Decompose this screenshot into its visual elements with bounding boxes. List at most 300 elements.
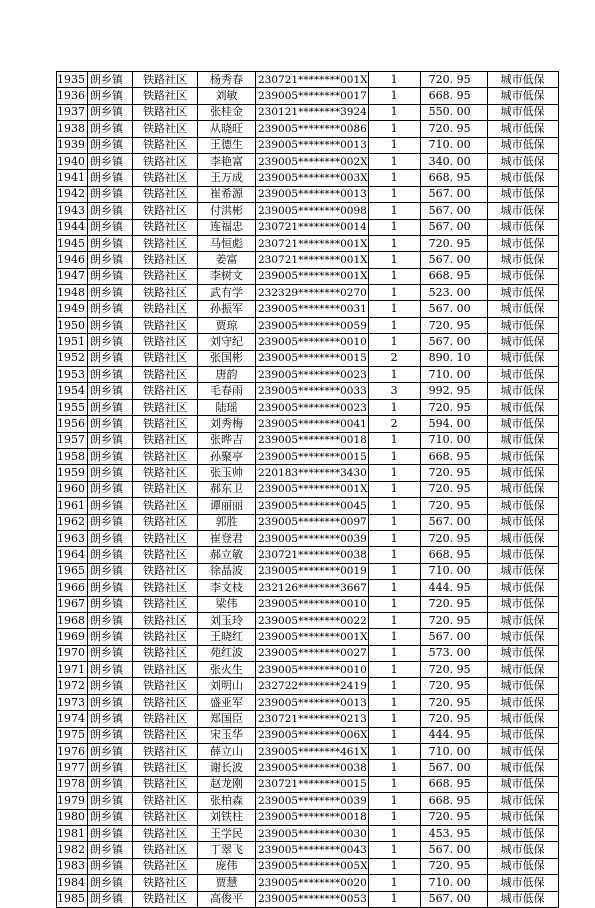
household-count-cell: 1 (368, 596, 420, 612)
serial-number-cell: 1960 (57, 481, 88, 497)
household-count-cell: 1 (368, 563, 420, 579)
table-row (57, 121, 559, 137)
amount-cell: 567. 00 (420, 514, 487, 530)
assistance-type-cell: 城市低保 (487, 629, 558, 645)
household-count-cell: 1 (368, 121, 420, 137)
town-cell: 朗乡镇 (88, 629, 133, 645)
table-row (57, 301, 559, 317)
assistance-type-cell: 城市低保 (487, 727, 558, 743)
town-cell: 朗乡镇 (88, 186, 133, 202)
amount-cell: 710. 00 (420, 563, 487, 579)
recipient-name-cell: 刘玉玲 (198, 612, 256, 628)
assistance-type-cell: 城市低保 (487, 268, 558, 284)
serial-number-cell: 1963 (57, 530, 88, 546)
community-cell: 铁路社区 (133, 580, 198, 596)
recipient-name-cell: 高俊平 (198, 891, 256, 907)
recipient-name-cell: 从晓旺 (198, 121, 256, 137)
recipient-name-cell: 张晔吉 (198, 432, 256, 448)
serial-number-cell: 1935 (57, 72, 88, 88)
serial-number-cell: 1979 (57, 793, 88, 809)
recipient-name-cell: 谢长波 (198, 760, 256, 776)
serial-number-cell: 1981 (57, 825, 88, 841)
town-cell: 朗乡镇 (88, 498, 133, 514)
id-number-cell: 239005********0013 (256, 137, 369, 153)
assistance-type-cell: 城市低保 (487, 825, 558, 841)
community-cell: 铁路社区 (133, 858, 198, 874)
amount-cell: 710. 00 (420, 744, 487, 760)
serial-number-cell: 1942 (57, 186, 88, 202)
id-number-cell: 239005********003X (256, 170, 369, 186)
serial-number-cell: 1943 (57, 203, 88, 219)
town-cell: 朗乡镇 (88, 285, 133, 301)
town-cell: 朗乡镇 (88, 121, 133, 137)
community-cell: 铁路社区 (133, 186, 198, 202)
community-cell: 铁路社区 (133, 744, 198, 760)
id-number-cell: 239005********001X (256, 481, 369, 497)
assistance-type-cell: 城市低保 (487, 301, 558, 317)
serial-number-cell: 1980 (57, 809, 88, 825)
town-cell: 朗乡镇 (88, 760, 133, 776)
recipient-name-cell: 张玉帅 (198, 465, 256, 481)
id-number-cell: 230721********0015 (256, 776, 369, 792)
recipient-name-cell: 王万成 (198, 170, 256, 186)
serial-number-cell: 1937 (57, 104, 88, 120)
assistance-type-cell: 城市低保 (487, 104, 558, 120)
assistance-type-cell: 城市低保 (487, 137, 558, 153)
table-row (57, 383, 559, 399)
amount-cell: 890. 10 (420, 350, 487, 366)
community-cell: 铁路社区 (133, 367, 198, 383)
town-cell: 朗乡镇 (88, 104, 133, 120)
id-number-cell: 220183********3430 (256, 465, 369, 481)
id-number-cell: 239005********0020 (256, 875, 369, 891)
id-number-cell: 239005********0053 (256, 891, 369, 907)
serial-number-cell: 1950 (57, 317, 88, 333)
household-count-cell: 1 (368, 432, 420, 448)
table-row (57, 465, 559, 481)
recipient-name-cell: 李树文 (198, 268, 256, 284)
household-count-cell: 1 (368, 842, 420, 858)
id-number-cell: 239005********001X (256, 629, 369, 645)
id-number-cell: 230721********001X (256, 72, 369, 88)
id-number-cell: 230721********0213 (256, 711, 369, 727)
recipient-name-cell: 刘明山 (198, 678, 256, 694)
assistance-type-cell: 城市低保 (487, 694, 558, 710)
household-count-cell: 1 (368, 481, 420, 497)
assistance-type-cell: 城市低保 (487, 219, 558, 235)
amount-cell: 720. 95 (420, 809, 487, 825)
household-count-cell: 1 (368, 580, 420, 596)
table-row (57, 481, 559, 497)
town-cell: 朗乡镇 (88, 662, 133, 678)
id-number-cell: 239005********0097 (256, 514, 369, 530)
table-row (57, 268, 559, 284)
community-cell: 铁路社区 (133, 170, 198, 186)
assistance-type-cell: 城市低保 (487, 186, 558, 202)
amount-cell: 710. 00 (420, 432, 487, 448)
amount-cell: 567. 00 (420, 842, 487, 858)
town-cell: 朗乡镇 (88, 842, 133, 858)
id-number-cell: 239005********0015 (256, 350, 369, 366)
amount-cell: 720. 95 (420, 711, 487, 727)
table-row (57, 727, 559, 743)
serial-number-cell: 1971 (57, 662, 88, 678)
town-cell: 朗乡镇 (88, 858, 133, 874)
amount-cell: 668. 95 (420, 268, 487, 284)
household-count-cell: 1 (368, 186, 420, 202)
assistance-type-cell: 城市低保 (487, 252, 558, 268)
amount-cell: 444. 95 (420, 727, 487, 743)
table-row (57, 678, 559, 694)
table-row (57, 662, 559, 678)
serial-number-cell: 1948 (57, 285, 88, 301)
household-count-cell: 1 (368, 809, 420, 825)
amount-cell: 710. 00 (420, 367, 487, 383)
serial-number-cell: 1941 (57, 170, 88, 186)
amount-cell: 567. 00 (420, 334, 487, 350)
household-count-cell: 1 (368, 530, 420, 546)
id-number-cell: 239005********0010 (256, 662, 369, 678)
town-cell: 朗乡镇 (88, 678, 133, 694)
community-cell: 铁路社区 (133, 268, 198, 284)
id-number-cell: 239005********0098 (256, 203, 369, 219)
recipient-name-cell: 李文枝 (198, 580, 256, 596)
community-cell: 铁路社区 (133, 727, 198, 743)
household-count-cell: 1 (368, 858, 420, 874)
amount-cell: 444. 95 (420, 580, 487, 596)
community-cell: 铁路社区 (133, 219, 198, 235)
id-number-cell: 232126********3667 (256, 580, 369, 596)
id-number-cell: 239005********0043 (256, 842, 369, 858)
amount-cell: 567. 00 (420, 186, 487, 202)
id-number-cell: 239005********461X (256, 744, 369, 760)
serial-number-cell: 1967 (57, 596, 88, 612)
assistance-type-cell: 城市低保 (487, 170, 558, 186)
serial-number-cell: 1958 (57, 448, 88, 464)
community-cell: 铁路社区 (133, 776, 198, 792)
table-row (57, 399, 559, 415)
recipient-name-cell: 武有学 (198, 285, 256, 301)
table-row (57, 596, 559, 612)
household-count-cell: 1 (368, 793, 420, 809)
community-cell: 铁路社区 (133, 121, 198, 137)
amount-cell: 668. 95 (420, 170, 487, 186)
id-number-cell: 239005********006X (256, 727, 369, 743)
household-count-cell: 1 (368, 891, 420, 907)
id-number-cell: 239005********0015 (256, 448, 369, 464)
recipient-name-cell: 孙振军 (198, 301, 256, 317)
town-cell: 朗乡镇 (88, 776, 133, 792)
recipient-name-cell: 陆瑶 (198, 399, 256, 415)
household-count-cell: 1 (368, 465, 420, 481)
id-number-cell: 239005********0010 (256, 334, 369, 350)
assistance-type-cell: 城市低保 (487, 678, 558, 694)
amount-cell: 668. 95 (420, 448, 487, 464)
amount-cell: 720. 95 (420, 399, 487, 415)
town-cell: 朗乡镇 (88, 252, 133, 268)
household-count-cell: 2 (368, 416, 420, 432)
recipient-name-cell: 郑国臣 (198, 711, 256, 727)
id-number-cell: 239005********0033 (256, 383, 369, 399)
id-number-cell: 239005********0027 (256, 645, 369, 661)
serial-number-cell: 1965 (57, 563, 88, 579)
town-cell: 朗乡镇 (88, 416, 133, 432)
amount-cell: 567. 00 (420, 301, 487, 317)
serial-number-cell: 1961 (57, 498, 88, 514)
assistance-type-cell: 城市低保 (487, 334, 558, 350)
community-cell: 铁路社区 (133, 825, 198, 841)
town-cell: 朗乡镇 (88, 350, 133, 366)
table-row (57, 612, 559, 628)
assistance-type-cell: 城市低保 (487, 760, 558, 776)
table-row (57, 235, 559, 251)
amount-cell: 567. 00 (420, 629, 487, 645)
town-cell: 朗乡镇 (88, 825, 133, 841)
id-number-cell: 230121********3924 (256, 104, 369, 120)
community-cell: 铁路社区 (133, 334, 198, 350)
household-count-cell: 3 (368, 383, 420, 399)
amount-cell: 668. 95 (420, 793, 487, 809)
household-count-cell: 1 (368, 285, 420, 301)
town-cell: 朗乡镇 (88, 514, 133, 530)
id-number-cell: 232329********0270 (256, 285, 369, 301)
assistance-type-cell: 城市低保 (487, 350, 558, 366)
assistance-type-cell: 城市低保 (487, 153, 558, 169)
amount-cell: 668. 95 (420, 88, 487, 104)
community-cell: 铁路社区 (133, 596, 198, 612)
serial-number-cell: 1969 (57, 629, 88, 645)
recipient-name-cell: 姜富 (198, 252, 256, 268)
serial-number-cell: 1938 (57, 121, 88, 137)
assistance-type-cell: 城市低保 (487, 547, 558, 563)
amount-cell: 594. 00 (420, 416, 487, 432)
id-number-cell: 239005********0041 (256, 416, 369, 432)
id-number-cell: 239005********0010 (256, 596, 369, 612)
recipient-name-cell: 刘铁柱 (198, 809, 256, 825)
id-number-cell: 239005********0022 (256, 612, 369, 628)
serial-number-cell: 1953 (57, 367, 88, 383)
table-row (57, 645, 559, 661)
id-number-cell: 239005********0023 (256, 399, 369, 415)
community-cell: 铁路社区 (133, 645, 198, 661)
amount-cell: 720. 95 (420, 481, 487, 497)
town-cell: 朗乡镇 (88, 530, 133, 546)
town-cell: 朗乡镇 (88, 432, 133, 448)
assistance-type-cell: 城市低保 (487, 432, 558, 448)
serial-number-cell: 1978 (57, 776, 88, 792)
recipient-name-cell: 郭胜 (198, 514, 256, 530)
table-row (57, 629, 559, 645)
table-row (57, 252, 559, 268)
town-cell: 朗乡镇 (88, 580, 133, 596)
table-row (57, 186, 559, 202)
community-cell: 铁路社区 (133, 678, 198, 694)
community-cell: 铁路社区 (133, 137, 198, 153)
amount-cell: 567. 00 (420, 760, 487, 776)
household-count-cell: 1 (368, 137, 420, 153)
serial-number-cell: 1949 (57, 301, 88, 317)
recipient-name-cell: 张国彬 (198, 350, 256, 366)
community-cell: 铁路社区 (133, 465, 198, 481)
serial-number-cell: 1972 (57, 678, 88, 694)
assistance-type-cell: 城市低保 (487, 662, 558, 678)
table-row (57, 875, 559, 891)
serial-number-cell: 1936 (57, 88, 88, 104)
community-cell: 铁路社区 (133, 875, 198, 891)
town-cell: 朗乡镇 (88, 203, 133, 219)
town-cell: 朗乡镇 (88, 694, 133, 710)
recipient-name-cell: 苑红波 (198, 645, 256, 661)
town-cell: 朗乡镇 (88, 612, 133, 628)
town-cell: 朗乡镇 (88, 317, 133, 333)
table-row (57, 891, 559, 907)
serial-number-cell: 1944 (57, 219, 88, 235)
assistance-type-cell: 城市低保 (487, 498, 558, 514)
assistance-type-cell: 城市低保 (487, 399, 558, 415)
recipient-name-cell: 薛立山 (198, 744, 256, 760)
amount-cell: 340. 00 (420, 153, 487, 169)
id-number-cell: 239005********0039 (256, 793, 369, 809)
assistance-type-cell: 城市低保 (487, 481, 558, 497)
town-cell: 朗乡镇 (88, 809, 133, 825)
assistance-type-cell: 城市低保 (487, 317, 558, 333)
table-row (57, 858, 559, 874)
serial-number-cell: 1975 (57, 727, 88, 743)
id-number-cell: 230721********001X (256, 252, 369, 268)
amount-cell: 668. 95 (420, 776, 487, 792)
table-row (57, 72, 559, 88)
recipient-name-cell: 张柏森 (198, 793, 256, 809)
amount-cell: 453. 95 (420, 825, 487, 841)
table-row (57, 285, 559, 301)
amount-cell: 720. 95 (420, 678, 487, 694)
table-row (57, 334, 559, 350)
household-count-cell: 1 (368, 399, 420, 415)
amount-cell: 720. 95 (420, 72, 487, 88)
household-count-cell: 1 (368, 678, 420, 694)
serial-number-cell: 1968 (57, 612, 88, 628)
assistance-type-cell: 城市低保 (487, 72, 558, 88)
id-number-cell: 239005********0017 (256, 88, 369, 104)
town-cell: 朗乡镇 (88, 268, 133, 284)
recipient-name-cell: 庞伟 (198, 858, 256, 874)
serial-number-cell: 1955 (57, 399, 88, 415)
serial-number-cell: 1945 (57, 235, 88, 251)
recipient-name-cell: 郝立敏 (198, 547, 256, 563)
town-cell: 朗乡镇 (88, 596, 133, 612)
town-cell: 朗乡镇 (88, 744, 133, 760)
assistance-type-cell: 城市低保 (487, 235, 558, 251)
serial-number-cell: 1973 (57, 694, 88, 710)
assistance-type-cell: 城市低保 (487, 776, 558, 792)
id-number-cell: 239005********0045 (256, 498, 369, 514)
community-cell: 铁路社区 (133, 793, 198, 809)
serial-number-cell: 1984 (57, 875, 88, 891)
household-count-cell: 1 (368, 760, 420, 776)
household-count-cell: 1 (368, 268, 420, 284)
household-count-cell: 1 (368, 694, 420, 710)
table-row (57, 547, 559, 563)
recipient-name-cell: 贾慧 (198, 875, 256, 891)
recipient-name-cell: 马恒彪 (198, 235, 256, 251)
town-cell: 朗乡镇 (88, 383, 133, 399)
community-cell: 铁路社区 (133, 547, 198, 563)
table-row (57, 694, 559, 710)
amount-cell: 523. 00 (420, 285, 487, 301)
town-cell: 朗乡镇 (88, 235, 133, 251)
table-row (57, 350, 559, 366)
recipient-name-cell: 崔希源 (198, 186, 256, 202)
amount-cell: 720. 95 (420, 662, 487, 678)
recipient-name-cell: 刘秀梅 (198, 416, 256, 432)
household-count-cell: 1 (368, 334, 420, 350)
serial-number-cell: 1977 (57, 760, 88, 776)
table-row (57, 137, 559, 153)
assistance-type-cell: 城市低保 (487, 88, 558, 104)
assistance-type-cell: 城市低保 (487, 612, 558, 628)
household-count-cell: 1 (368, 252, 420, 268)
assistance-type-cell: 城市低保 (487, 203, 558, 219)
recipient-name-cell: 张火生 (198, 662, 256, 678)
serial-number-cell: 1957 (57, 432, 88, 448)
table-row (57, 760, 559, 776)
amount-cell: 720. 95 (420, 317, 487, 333)
table-row (57, 203, 559, 219)
community-cell: 铁路社区 (133, 563, 198, 579)
serial-number-cell: 1982 (57, 842, 88, 858)
community-cell: 铁路社区 (133, 711, 198, 727)
community-cell: 铁路社区 (133, 809, 198, 825)
table-row (57, 219, 559, 235)
table-row (57, 563, 559, 579)
serial-number-cell: 1952 (57, 350, 88, 366)
community-cell: 铁路社区 (133, 760, 198, 776)
id-number-cell: 239005********0038 (256, 760, 369, 776)
id-number-cell: 239005********0023 (256, 367, 369, 383)
household-count-cell: 1 (368, 744, 420, 760)
community-cell: 铁路社区 (133, 694, 198, 710)
town-cell: 朗乡镇 (88, 563, 133, 579)
amount-cell: 567. 00 (420, 891, 487, 907)
recipient-name-cell: 王德生 (198, 137, 256, 153)
recipient-name-cell: 刘守纪 (198, 334, 256, 350)
town-cell: 朗乡镇 (88, 301, 133, 317)
assistance-type-cell: 城市低保 (487, 891, 558, 907)
table-row (57, 514, 559, 530)
community-cell: 铁路社区 (133, 252, 198, 268)
household-count-cell: 1 (368, 727, 420, 743)
community-cell: 铁路社区 (133, 285, 198, 301)
serial-number-cell: 1959 (57, 465, 88, 481)
town-cell: 朗乡镇 (88, 170, 133, 186)
household-count-cell: 1 (368, 170, 420, 186)
amount-cell: 720. 95 (420, 612, 487, 628)
recipient-name-cell: 刘敏 (198, 88, 256, 104)
community-cell: 铁路社区 (133, 235, 198, 251)
amount-cell: 550. 00 (420, 104, 487, 120)
id-number-cell: 239005********0031 (256, 301, 369, 317)
table-row (57, 448, 559, 464)
table-row (57, 88, 559, 104)
household-count-cell: 1 (368, 153, 420, 169)
serial-number-cell: 1947 (57, 268, 88, 284)
assistance-type-cell: 城市低保 (487, 744, 558, 760)
community-cell: 铁路社区 (133, 448, 198, 464)
table-row (57, 825, 559, 841)
household-count-cell: 1 (368, 317, 420, 333)
community-cell: 铁路社区 (133, 514, 198, 530)
table-row (57, 776, 559, 792)
